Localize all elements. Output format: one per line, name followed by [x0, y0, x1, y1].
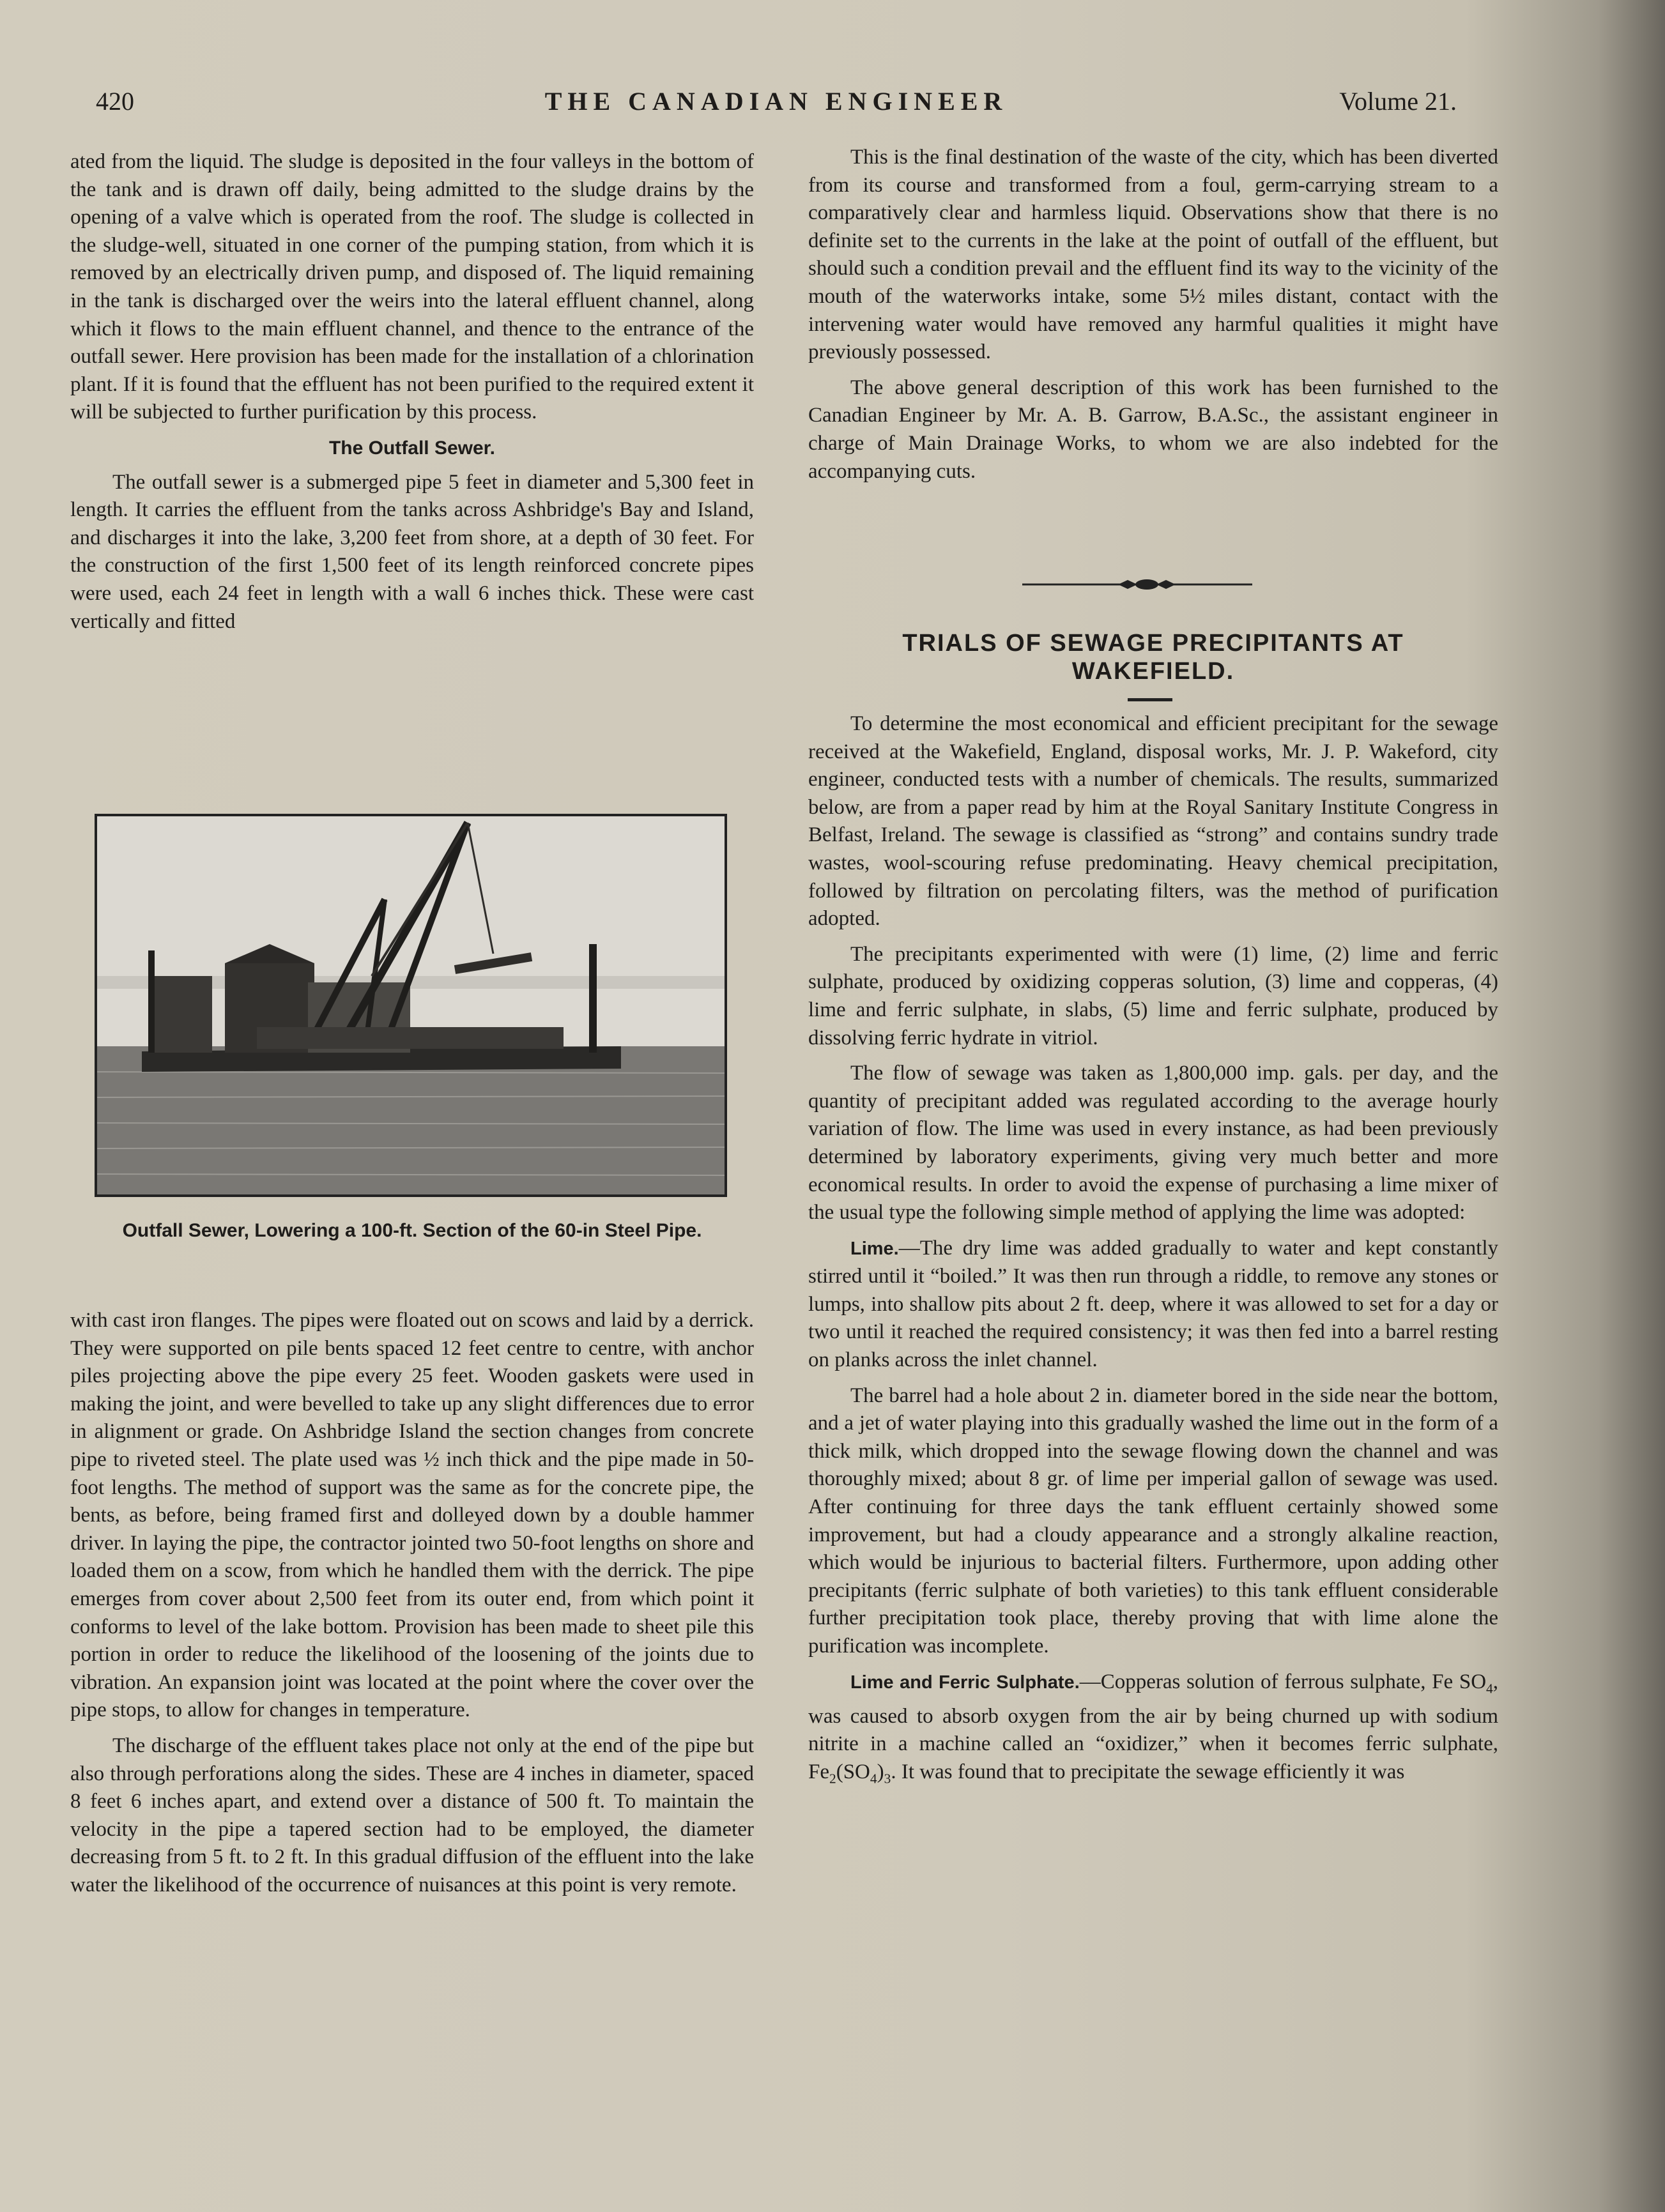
- subscript: 4: [1486, 1681, 1493, 1697]
- paragraph: ated from the liquid. The sludge is deposited in the four valleys in the bottom of the tank and is drawn off daily, being admitted to the sludge drains by the opening of a valve which is operated from the roof. The sludge is collected in the sludge-well, situated in one corner of the pumping station, from which it is removed by an electrically driven pump, and disposed of. The liquid remaining in the tank is discharged over the weirs into the lateral effluent channel, along which it flows to the main effluent channel, and thence to the entrance of the outfall sewer. Here provision has been made for the installation of a chlorination plant. If it is found that the effluent has not been purified to the required extent it will be subjected to further purification by this process.: [70, 150, 754, 424]
- paragraph: [808, 1235, 1498, 1375]
- running-header: [96, 86, 1457, 125]
- figure-caption: Outfall Sewer, Lowering a 100-ft. Section of the 60-in Steel Pipe.: [122, 1220, 702, 1241]
- right-column-top: [808, 144, 1498, 493]
- paragraph: This is the final destination of the waste of the city, which has been diverted from its course and transformed from a foul, germ-carrying stream to a comparatively clear and harmless liquid. Observations show that there is no definite set to the currents in the lake at the point of outfall of the effluent, but should such a condition prevail and the effluent find its way to the vicinity of the mouth of the waterworks intake, some 5½ miles distant, contact with the intervening water would have removed any harmful qualities it might have previously possessed.: [808, 146, 1498, 364]
- dredge-photo: [97, 816, 725, 1194]
- title-rule: [1128, 698, 1172, 701]
- paragraph-text: (SO: [836, 1760, 870, 1783]
- page-number: 420: [96, 87, 134, 116]
- paragraph-text: , was caused to absorb oxygen from the air by being churned up with sodium nitrite in a machine called an “oxidizer,” when it becomes ferric sulphate, Fe: [808, 1670, 1498, 1783]
- paragraph-text: ): [877, 1760, 884, 1783]
- subscript: 4: [870, 1771, 877, 1787]
- ornament-divider: [1022, 575, 1252, 594]
- paragraph: The flow of sewage was taken as 1,800,000 imp. gals. per day, and the quantity of precipitant added was regulated according to the average hourly variation of flow. The lime was used in every instance, as had been previously determined by laboratory experiments, giving very much better and more economical results. In order to avoid the expense of purchasing a lime mixer of the usual type the following simple method of applying the lime was adopted:: [808, 1062, 1498, 1224]
- paragraph: The barrel had a hole about 2 in. diameter bored in the side near the bottom, and a jet of water playing into this gradually washed the lime out in the form of a thick milk, which dropped into the sewage flowing down the channel and was thoroughly mixed; about 8 gr. of lime per imperial gallon of sewage was used. After continuing for three days the tank effluent certainly showed some improvement, but had a cloudy appearance and a strongly alkaline reaction, which would be injurious to bacterial filters. Furthermore, upon adding other precipitants (ferric sulphate of both varieties) to this tank effluent considerable further precipitation took place, thereby proving that with lime alone the purification was incomplete.: [808, 1384, 1498, 1658]
- subscript: 3: [884, 1771, 891, 1787]
- paragraph: The precipitants experimented with were (1) lime, (2) lime and ferric sulphate, produced by oxidizing copperas solution, (3) lime and copperas, (4) lime and ferric sulphate, in slabs, (5) lime and ferric sulphate, produced by dissolving ferric hydrate in vitriol.: [808, 942, 1498, 1049]
- article-title-line: WAKEFIELD.: [1071, 658, 1235, 685]
- paragraph: The discharge of the effluent takes place not only at the end of the pipe but also through perforations along the sides. These are 4 inches in diameter, spaced 8 feet 6 inches apart, and extend over a distance of 500 ft. To maintain the velocity in the pipe a tapered section had to be employed, the diameter decreasing from 5 ft. to 2 ft. In this gradual diffusion of the effluent into the lake water the likelihood of the occurrence of nuisances at this point is very remote.: [70, 1734, 754, 1896]
- paragraph: [808, 1668, 1498, 1794]
- runin-heading: Lime.: [850, 1238, 899, 1259]
- left-column-top: [70, 148, 754, 643]
- article-title: [808, 629, 1498, 685]
- paragraph: The outfall sewer is a submerged pipe 5 feet in diameter and 5,300 feet in length. It carries the effluent from the tanks across Ashbridge's Bay and Island, and discharges it into the lake, 3,200 feet from shore, at a depth of 30 feet. For the construction of the first 1,500 feet of its length reinforced concrete pipes were used, each 24 feet in length with a wall 6 inches thick. These were cast vertically and fitted: [70, 470, 754, 633]
- paragraph: with cast iron flanges. The pipes were floated out on scows and laid by a derrick. They were supported on pile bents spaced 12 feet centre to centre, with anchor piles projecting above the pipe every 25 feet. Wooden gaskets were used in making the joint, and were bevelled to take up any slight differences due to error in alignment or grade. On Ashbridge Island the section changes from concrete pipe to riveted steel. The plate used was ½ inch thick and the pipe made in 50-foot lengths. The method of support was the same as for the concrete pipe, the bents, as before, being framed first and dolleyed down by a double hammer driver. In laying the pipe, the contractor jointed two 50-foot lengths on shore and loaded them on a scow, from which he handled them with the derrick. The pipe emerges from cover about 2,500 feet from its outer end, from which point it conforms to level of the lake bottom. Provision has been made to sheet pile this portion in order to reduce the likelihood of the loosening of the joints due to vibration. An expansion joint was located at the point where the cover over the pipe stops, to allow for changes in temperature.: [70, 1309, 754, 1722]
- paragraph: To determine the most economical and efficient precipitant for the sewage received at the Wakefield, England, disposal works, Mr. J. P. Wakeford, city engineer, conducted tests with a number of chemicals. The results, summarized below, are from a paper read by him at the Royal Sanitary Institute Congress in Belfast, Ireland. The sewage is classified as “strong” and contains sundry trade wastes, wool-scouring refuse predominating. Heavy chemical precipitation, followed by filtration on percolating filters, was the method of purification adopted.: [808, 712, 1498, 931]
- paragraph-text: —The dry lime was added gradually to water and kept constantly stirred until it “boiled.” It was then run through a riddle, to remove any stones or lumps, into shallow pits about 2 ft. deep, where it was allowed to set for a day or two until it reached the required consistency; it was then fed into a barrel resting on planks across the inlet channel.: [808, 1236, 1498, 1372]
- paragraph: The above general description of this work has been furnished to the Canadian Engineer by Mr. A. B. Garrow, B.A.Sc., the assistant engineer in charge of Main Drainage Works, to whom we are also indebted for the accompanying cuts.: [808, 376, 1498, 483]
- paragraph-text: —Copperas solution of ferrous sulphate, Fe SO: [1079, 1670, 1487, 1693]
- article-title-line: TRIALS OF SEWAGE PRECIPITANTS AT: [902, 630, 1404, 657]
- right-column-bottom: [808, 710, 1498, 1801]
- paragraph-text: . It was found that to precipitate the sewage efficiently it was: [891, 1760, 1405, 1783]
- volume-label: Volume 21.: [1339, 87, 1457, 116]
- runin-heading: Lime and Ferric Sulphate.: [850, 1672, 1080, 1693]
- section-heading: The Outfall Sewer.: [328, 437, 496, 459]
- left-column-bottom: [70, 1307, 754, 1907]
- subscript: 2: [829, 1771, 836, 1787]
- journal-title: THE CANADIAN ENGINEER: [544, 87, 1008, 116]
- photo-figure: [95, 814, 727, 1197]
